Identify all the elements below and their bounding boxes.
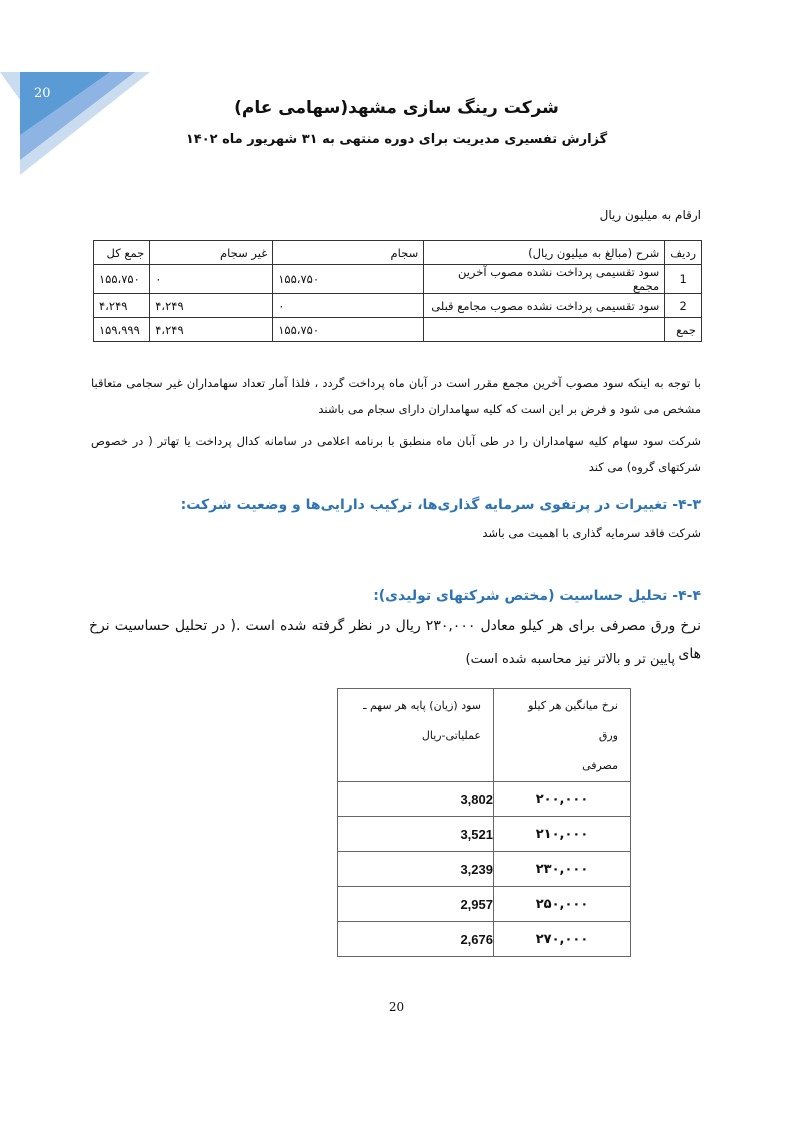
section-4-4-text: نرخ ورق مصرفی برای هر کیلو معادل ۲۳۰,۰۰۰ ریال در نظر گرفته شده است .( در تحلیل حساسیت نرخ های — [89, 618, 701, 662]
header-rate — [494, 689, 631, 782]
eps-cell: 2,957 — [338, 887, 494, 922]
sejam-cell: ۱۵۵،۷۵۰ — [273, 265, 424, 294]
header-cell: جمع کل — [94, 241, 150, 265]
non-sejam-cell: ۰ — [150, 265, 273, 294]
sensitivity-table — [337, 688, 631, 957]
table-header-row — [338, 689, 631, 782]
corner-decoration — [0, 0, 160, 180]
sejam-cell: ۰ — [273, 294, 424, 318]
rate-cell: ۲۰۰,۰۰۰ — [494, 782, 631, 817]
table-sum-row — [94, 318, 702, 342]
eps-cell: 3,239 — [338, 852, 494, 887]
eps-cell: 3,802 — [338, 782, 494, 817]
table-row — [338, 887, 631, 922]
table-row — [94, 265, 702, 294]
unit-note: ارقام به میلیون ریال — [599, 208, 701, 222]
non-sejam-cell: ۴،۲۴۹ — [150, 318, 273, 342]
dividend-table — [93, 240, 702, 342]
row-index: 2 — [665, 294, 702, 318]
total-cell: ۴،۲۴۹ — [94, 294, 150, 318]
rate-cell: ۲۱۰,۰۰۰ — [494, 817, 631, 852]
sum-label: جمع — [665, 318, 702, 342]
eps-cell: 2,676 — [338, 922, 494, 957]
page-number-bottom: 20 — [388, 1000, 405, 1014]
table-header-row — [94, 241, 702, 265]
non-sejam-cell: ۴،۲۴۹ — [150, 294, 273, 318]
paragraph-payment-note: شرکت سود سهام کلیه سهامداران را در طی آبان ماه منطبق با برنامه اعلامی در سامانه کدال پرداخت یا تهاتر ( در خصوص شرکتهای گروه) می کند — [91, 434, 701, 474]
header-cell: ردیف — [665, 241, 702, 265]
header-cell: شرح (مبالغ به میلیون ریال) — [424, 241, 665, 265]
header-eps — [338, 689, 494, 782]
row-description: سود تقسیمی پرداخت نشده مصوب مجامع قبلی — [424, 294, 665, 318]
report-subtitle: گزارش تفسیری مدیریت برای دوره منتهی به ۳۱ شهریور ماه ۱۴۰۲ — [185, 132, 608, 147]
eps-cell: 3,521 — [338, 817, 494, 852]
header-cell: سجام — [273, 241, 424, 265]
total-cell: ۱۵۵،۷۵۰ — [94, 265, 150, 294]
header-cell: غیر سجام — [150, 241, 273, 265]
section-4-3-heading: ۴-۳- تغییرات در پرتفوی سرمایه گذاری‌ها، ترکیب دارایی‌ها و وضعیت شرکت: — [180, 497, 701, 513]
company-title: شرکت رینگ سازی مشهد(سهامی عام) — [234, 98, 559, 118]
row-index: 1 — [665, 265, 702, 294]
table-row — [338, 852, 631, 887]
total-cell: ۱۵۹،۹۹۹ — [94, 318, 150, 342]
table-row — [338, 782, 631, 817]
table-row — [338, 922, 631, 957]
rate-cell: ۲۵۰,۰۰۰ — [494, 887, 631, 922]
sejam-cell: ۱۵۵،۷۵۰ — [273, 318, 424, 342]
section-4-3-text: شرکت فاقد سرمایه گذاری با اهمیت می باشد — [482, 526, 701, 540]
table-row — [94, 294, 702, 318]
empty-cell — [424, 318, 665, 342]
page-number-top: 20 — [34, 86, 51, 101]
row-description: سود تقسیمی پرداخت نشده مصوب آخرین مجمع — [424, 265, 665, 294]
section-4-4-text-continued: پایین تر و بالاتر نیز محاسبه شده است) — [465, 652, 675, 667]
paragraph-dividend-note: با توجه به اینکه سود مصوب آخرین مجمع مقرر است در آبان ماه پرداخت گردد ، فلذا آمار تعداد سهامداران غیر سجامی متعاقبا مشخص می شود و فرض بر این است که کلیه سهامداران دارای سجام می باشند — [91, 376, 701, 416]
table-row — [338, 817, 631, 852]
header-rate-line2: مصرفی — [582, 759, 618, 772]
section-4-4-heading: ۴-۴- تحلیل حساسیت (مختص شرکتهای تولیدی): — [373, 588, 701, 604]
header-eps-line1: سود (زیان) پایه هر سهم ـ — [363, 699, 481, 712]
header-eps-line2: عملیاتی-ریال — [421, 729, 481, 742]
rate-cell: ۲۷۰,۰۰۰ — [494, 922, 631, 957]
rate-cell: ۲۳۰,۰۰۰ — [494, 852, 631, 887]
header-rate-line1: نرخ میانگین هر کیلو ورق — [528, 699, 618, 742]
